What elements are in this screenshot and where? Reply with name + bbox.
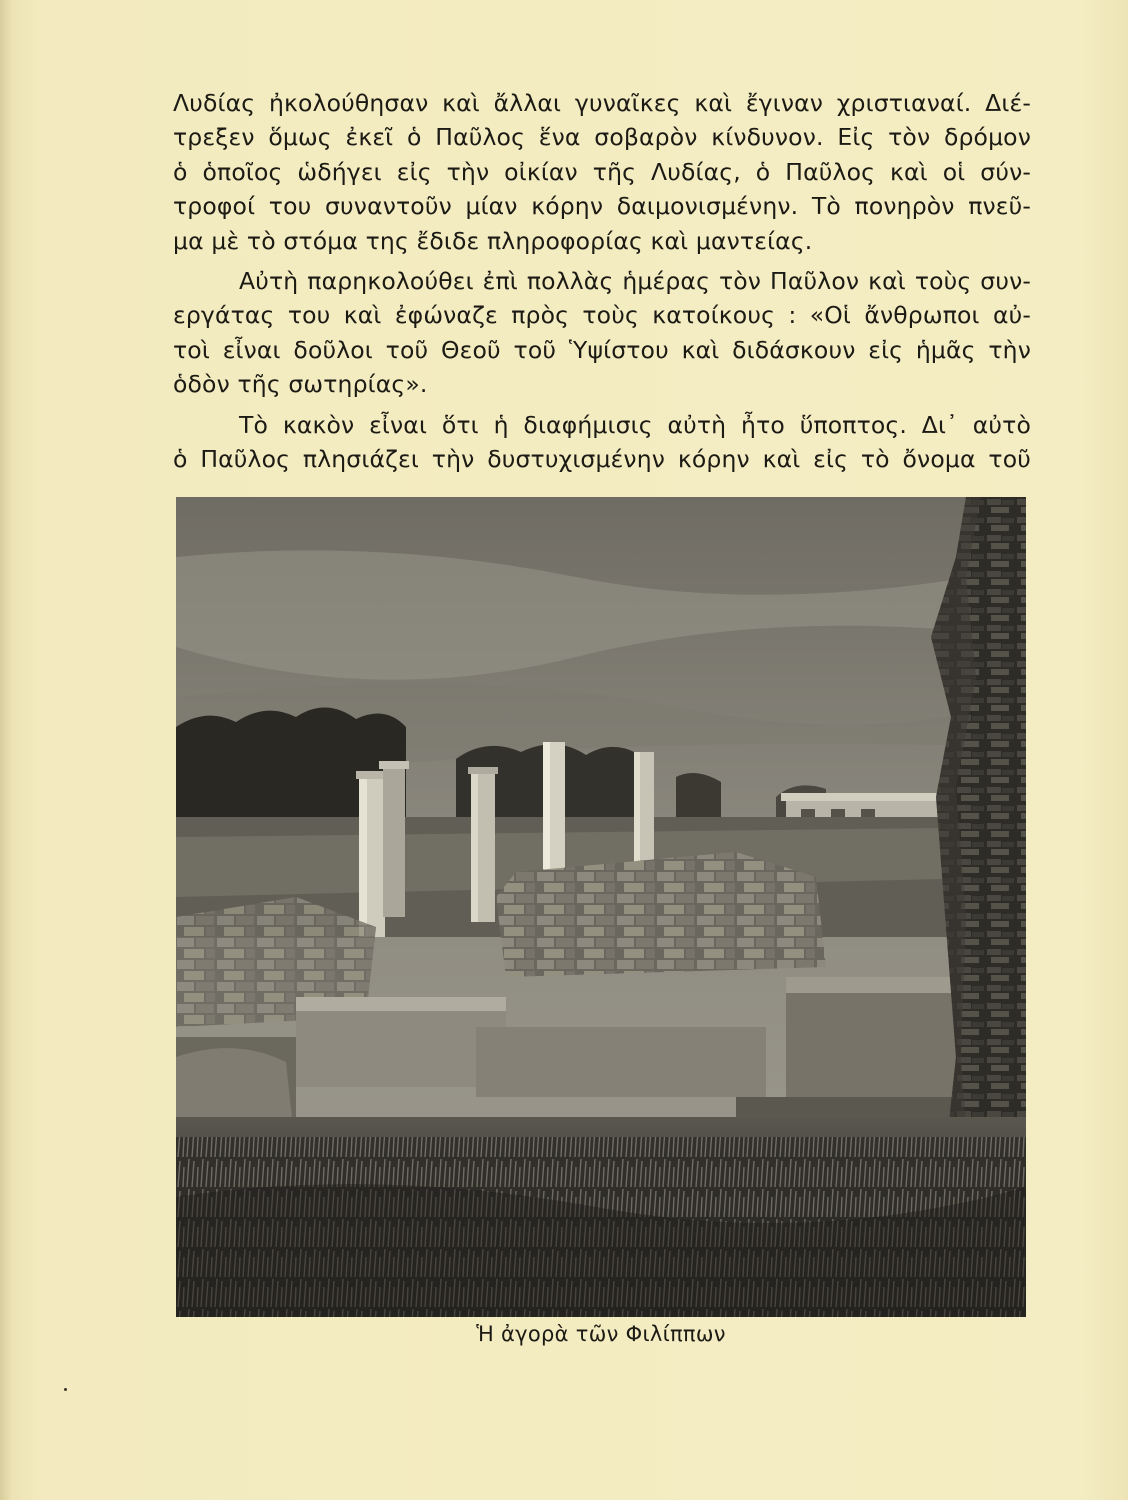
text-line: ὁδὸν τῆς σωτηρίας».	[173, 370, 428, 399]
text-line: εργάτας του καὶ ἐφώναζε πρὸς τοὺς κατοίκους : «Οἱ ἄνθρωποι αὐ-	[173, 301, 1031, 330]
body-text	[173, 86, 1031, 476]
text-line: Αὐτὴ παρηκολούθει ἐπὶ πολλὰς ἡμέρας τὸν Παῦλον καὶ τοὺς συν-	[239, 267, 1031, 296]
ruins-photo	[176, 497, 1026, 1317]
text-line: τοὶ εἶναι δοῦλοι τοῦ Θεοῦ τοῦ Ὑψίστου καὶ διδάσκουν εἰς ἡμᾶς τὴν	[173, 335, 1031, 364]
text-line: ὁ Παῦλος πλησιάζει τὴν δυστυχισμένην κόρην καὶ εἰς τὸ ὄνομα τοῦ	[173, 445, 1031, 474]
text-line: Τὸ κακὸν εἶναι ὅτι ἡ διαφήμισις αὐτὴ ἦτο ὕποπτος. Δι᾽ αὐτὸ	[239, 410, 1031, 439]
text-line: τροφοί του συναντοῦν μίαν κόρην δαιμονισμένην. Τὸ πονηρὸν πνεῦ-	[173, 192, 1031, 221]
text-line: τρεξεν ὅμως ἐκεῖ ὁ Παῦλος ἕνα σοβαρὸν κίνδυνον. Εἰς τὸν δρόμον	[173, 123, 1031, 152]
page-gutter-edge	[0, 0, 14, 1500]
figure-caption: Ἡ ἀγορὰ τῶν Φιλίππων	[476, 1322, 726, 1346]
text-line: ὁ ὁποῖος ὡδήγει εἰς τὴν οἰκίαν τῆς Λυδίας, ὁ Παῦλος καὶ οἱ σύν-	[173, 157, 1031, 186]
text-line: μα μὲ τὸ στόμα της ἔδιδε πληροφορίας καὶ μαντείας.	[173, 226, 813, 255]
text-line: Λυδίας ἠκολούθησαν καὶ ἄλλαι γυναῖκες καὶ ἔγιναν χριστιαναί. Διέ-	[173, 89, 1031, 117]
print-speck	[64, 1388, 67, 1391]
